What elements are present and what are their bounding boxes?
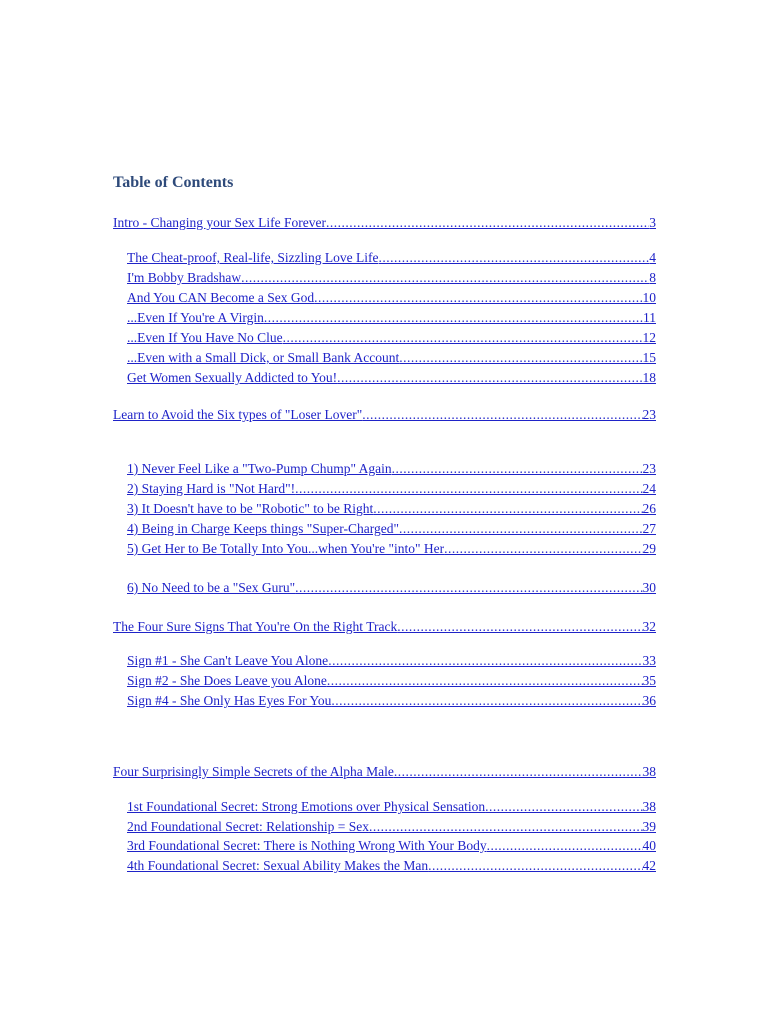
toc-entry-text: Sign #4 - She Only Has Eyes For You bbox=[127, 693, 332, 708]
toc-entry[interactable] bbox=[127, 330, 656, 346]
toc-entry-page: 24 bbox=[642, 481, 656, 496]
toc-entry[interactable] bbox=[127, 653, 656, 669]
toc-entry-text: Learn to Avoid the Six types of "Loser Lover" bbox=[113, 407, 363, 422]
toc-entry-text: I'm Bobby Bradshaw bbox=[127, 270, 242, 285]
toc-entry-text: ...Even If You're A Virgin bbox=[127, 310, 264, 325]
toc-entry[interactable] bbox=[127, 858, 656, 874]
toc-entry-page: 23 bbox=[642, 461, 656, 476]
toc-entry[interactable] bbox=[113, 407, 656, 423]
toc-entry-text: 6) No Need to be a "Sex Guru" bbox=[127, 580, 296, 595]
toc-title: Table of Contents bbox=[113, 174, 234, 191]
toc-entry-page: 35 bbox=[642, 673, 656, 688]
toc-entry[interactable] bbox=[127, 819, 656, 835]
toc-entry-page: 10 bbox=[642, 290, 656, 305]
toc-leader-dots bbox=[392, 461, 643, 477]
toc-entry-page: 38 bbox=[642, 764, 656, 779]
toc-entry-text: Sign #1 - She Can't Leave You Alone bbox=[127, 653, 329, 668]
toc-entry[interactable] bbox=[113, 764, 656, 780]
toc-entry-text: 5) Get Her to Be Totally Into You...when You're "into" Her bbox=[127, 541, 445, 556]
toc-leader-dots bbox=[283, 330, 643, 346]
toc-entry-page: 23 bbox=[642, 407, 656, 422]
toc-entry[interactable] bbox=[127, 370, 656, 386]
toc-entry-page: 12 bbox=[642, 330, 656, 345]
toc-leader-dots bbox=[326, 215, 649, 231]
toc-entry-page: 38 bbox=[642, 799, 656, 814]
toc-entry[interactable] bbox=[127, 461, 656, 477]
toc-entry[interactable] bbox=[127, 501, 656, 517]
toc-entry[interactable] bbox=[127, 481, 656, 497]
toc-entry[interactable] bbox=[127, 541, 656, 557]
toc-entry-text: 2nd Foundational Secret: Relationship = Sex bbox=[127, 819, 369, 834]
toc-entry-text: Four Surprisingly Simple Secrets of the Alpha Male bbox=[113, 764, 394, 779]
toc-leader-dots bbox=[369, 819, 643, 835]
toc-entry[interactable] bbox=[127, 673, 656, 689]
toc-leader-dots bbox=[397, 619, 642, 635]
toc-leader-dots bbox=[331, 693, 642, 709]
toc-entry[interactable] bbox=[127, 799, 656, 815]
toc-leader-dots bbox=[362, 407, 642, 423]
toc-entry[interactable] bbox=[127, 350, 656, 366]
toc-leader-dots bbox=[295, 580, 642, 596]
toc-leader-dots bbox=[487, 838, 643, 854]
toc-entry-page: 32 bbox=[642, 619, 656, 634]
toc-entry[interactable] bbox=[127, 290, 656, 306]
toc-entry-page: 26 bbox=[642, 501, 656, 516]
toc-entry-text: 4th Foundational Secret: Sexual Ability Makes the Man bbox=[127, 858, 429, 873]
toc-leader-dots bbox=[399, 521, 643, 537]
toc-entry-page: 39 bbox=[642, 819, 656, 834]
toc-entry-page: 3 bbox=[649, 215, 656, 230]
toc-entry-page: 15 bbox=[642, 350, 656, 365]
toc-entry-page: 29 bbox=[642, 541, 656, 556]
toc-entry-text: 4) Being in Charge Keeps things "Super-Charged" bbox=[127, 521, 399, 536]
toc-entry[interactable] bbox=[127, 580, 656, 596]
toc-entry-text: 1st Foundational Secret: Strong Emotions over Physical Sensation bbox=[127, 799, 486, 814]
toc-leader-dots bbox=[485, 799, 642, 815]
toc-entry-text: 2) Staying Hard is "Not Hard"! bbox=[127, 481, 296, 496]
toc-leader-dots bbox=[337, 370, 642, 386]
toc-entry[interactable] bbox=[127, 693, 656, 709]
toc-entry-page: 33 bbox=[642, 653, 656, 668]
toc-entry-text: And You CAN Become a Sex God bbox=[127, 290, 315, 305]
toc-entry-text: 3) It Doesn't have to be "Robotic" to be Right bbox=[127, 501, 374, 516]
toc-entry[interactable] bbox=[127, 310, 656, 326]
toc-entry[interactable] bbox=[127, 250, 656, 266]
toc-entry-page: 30 bbox=[642, 580, 656, 595]
toc-entry-text: ...Even with a Small Dick, or Small Bank Account bbox=[127, 350, 400, 365]
toc-entry-page: 40 bbox=[642, 838, 656, 853]
toc-entry[interactable] bbox=[127, 270, 656, 286]
toc-entry[interactable] bbox=[127, 838, 656, 854]
toc-leader-dots bbox=[295, 481, 642, 497]
toc-entry-page: 11 bbox=[643, 310, 656, 325]
toc-leader-dots bbox=[379, 250, 650, 266]
toc-leader-dots bbox=[394, 764, 643, 780]
toc-entry-text: Get Women Sexually Addicted to You! bbox=[127, 370, 338, 385]
toc-entry-text: 1) Never Feel Like a "Two-Pump Chump" Again bbox=[127, 461, 392, 476]
toc-entry-text: ...Even If You Have No Clue bbox=[127, 330, 283, 345]
toc-leader-dots bbox=[328, 653, 642, 669]
toc-entry-page: 8 bbox=[649, 270, 656, 285]
toc-leader-dots bbox=[264, 310, 643, 326]
toc-entry-page: 42 bbox=[642, 858, 656, 873]
toc-entry-text: Sign #2 - She Does Leave you Alone bbox=[127, 673, 327, 688]
toc-entry-text: 3rd Foundational Secret: There is Nothing Wrong With Your Body bbox=[127, 838, 487, 853]
toc-leader-dots bbox=[314, 290, 642, 306]
toc-entry-text: Intro - Changing your Sex Life Forever bbox=[113, 215, 326, 230]
toc-entry-page: 36 bbox=[642, 693, 656, 708]
toc-leader-dots bbox=[428, 858, 642, 874]
toc-leader-dots bbox=[444, 541, 642, 557]
toc-entry-text: The Four Sure Signs That You're On the Right Track bbox=[113, 619, 398, 634]
toc-entry-page: 4 bbox=[649, 250, 656, 265]
toc-entry-page: 18 bbox=[642, 370, 656, 385]
toc-entry-text: The Cheat-proof, Real-life, Sizzling Love Life bbox=[127, 250, 379, 265]
toc-entry-page: 27 bbox=[642, 521, 656, 536]
toc-entry[interactable] bbox=[113, 619, 656, 635]
toc-leader-dots bbox=[373, 501, 642, 517]
toc-entry[interactable] bbox=[127, 521, 656, 537]
toc-leader-dots bbox=[399, 350, 642, 366]
toc-entry[interactable] bbox=[113, 215, 656, 231]
toc-leader-dots bbox=[327, 673, 643, 689]
toc-leader-dots bbox=[241, 270, 649, 286]
